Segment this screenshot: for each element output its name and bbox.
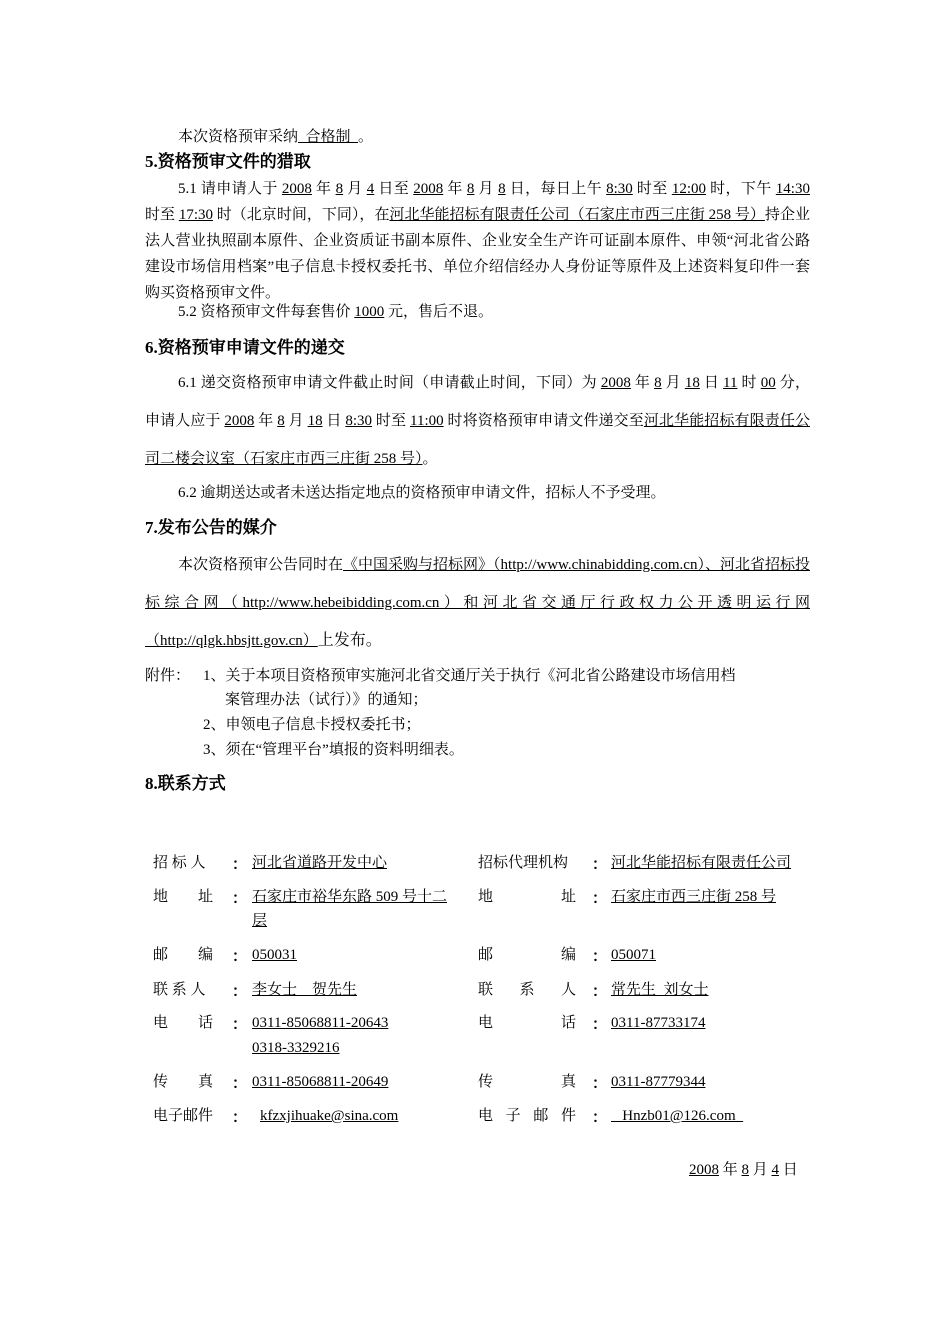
submission-location: 河北华能招标有限责任公司二楼会议室（石家庄市西三庄街 258 号） — [145, 413, 810, 467]
agency-postcode: 050071 — [611, 947, 656, 963]
tenderer-fax: 0311-85068811-20649 — [252, 1074, 389, 1090]
colon: ： — [232, 1076, 248, 1092]
agency-contacts: 常先生 刘女士 — [611, 982, 709, 998]
colon: ： — [592, 1076, 608, 1092]
tenderer-email[interactable]: kfzxjihuake@sina.com — [260, 1108, 399, 1124]
procurement-method: 合格制 — [298, 129, 359, 145]
colon: ： — [592, 857, 608, 873]
colon: ： — [592, 891, 608, 907]
colon: ： — [232, 857, 248, 873]
section-7-heading: 7.发布公告的媒介 — [145, 518, 277, 537]
tenderer-address-continuation: 层 — [252, 913, 268, 929]
tenderer-phone: 0311-85068811-20643 — [252, 1015, 389, 1031]
section-6-heading: 6.资格预审申请文件的递交 — [145, 338, 345, 357]
attachment-item: 3、须在“管理平台”填报的资料明细表。 — [203, 742, 464, 758]
section-6-1-paragraph: 6.1 递交资格预审申请文件截止时间（申请截止时间，下同）为 2008 年 8 月 18 日 11 时 00 分，申请人应于 2008 年 8 月 18 日 8:30 时至 11:00 时将资格预审申请文件递交至河北华能招标有限责任公司二楼会议室（石家庄市西三庄街 258 号）。 — [145, 375, 810, 467]
section-5-heading: 5.资格预审文件的猎取 — [145, 152, 311, 171]
tenderer-contacts: 李女士 贺先生 — [252, 982, 358, 998]
agency-fax: 0311-87779344 — [611, 1074, 706, 1090]
intro-text: 本次资格预审采纳 — [178, 129, 299, 145]
agency-address: 石家庄市西三庄街 258 号 — [611, 889, 777, 905]
agency-email[interactable]: Hnzb01@126.com — [611, 1108, 744, 1124]
attachment-item-continuation: 案管理办法（试行）》的通知； — [225, 692, 428, 708]
colon: ： — [592, 984, 608, 1000]
media-list: 《中国采购与招标网》（http://www.chinabidding.com.cn）、河北省招标投标综合网（http://www.hebeibidding.com.cn）和河北省交通厅行政权力公开透明运行网（http://qlgk.hbsjtt.gov.cn） — [145, 557, 810, 649]
contact-label-phone: 电 话 — [153, 1015, 214, 1031]
contact-label-phone: 电 话 — [478, 1015, 576, 1031]
contact-label-contact: 联 系 人 — [478, 982, 576, 998]
contact-label-fax: 传 真 — [153, 1074, 214, 1090]
section-6-2-paragraph: 6.2 逾期送达或者未送达指定地点的资格预审申请文件，招标人不予受理。 — [178, 485, 666, 501]
document-date: 2008 年 8 月 4 日 — [689, 1162, 798, 1178]
colon: ： — [232, 891, 248, 907]
contact-label-postcode: 邮 编 — [153, 947, 214, 963]
contact-label-postcode: 邮 编 — [478, 947, 576, 963]
section-5-1-paragraph: 5.1 请申请人于 2008 年 8 月 4 日至 2008 年 8 月 8 日，每日上午 8:30 时至 12:00 时，下午 14:30 时至 17:30 时（北京时间，下同），在河北华能招标有限责任公司（石家庄市西三庄街 258 号）持企业法人营业执照副本原件、企业资质证书副本原件、企业安全生产许可证副本原件、申领“河北省公路建设市场信用档案”电子信息卡授权委托书、单位介绍信经办人身份证等原件及上述资料复印件一套购买资格预审文件。 — [145, 181, 810, 301]
contact-label-tenderer: 招 标 人 — [153, 855, 206, 871]
document-price: 1000 — [354, 304, 385, 320]
colon: ： — [232, 1110, 248, 1126]
agency-phone: 0311-87733174 — [611, 1015, 706, 1031]
attachment-item: 1、关于本项目资格预审实施河北省交通厅关于执行《河北省公路建设市场信用档 — [203, 668, 736, 684]
colon: ： — [232, 984, 248, 1000]
contact-label-address: 地 址 — [478, 889, 576, 905]
contact-label-contact: 联 系 人 — [153, 982, 206, 998]
contact-label-agency: 招标代理机构 — [478, 855, 569, 871]
contact-label-email: 电 子 邮 件 — [478, 1108, 576, 1124]
contact-label-fax: 传 真 — [478, 1074, 576, 1090]
contact-label-email: 电子邮件 — [153, 1108, 214, 1124]
attachments-label: 附件： — [145, 668, 191, 684]
section-5-2-paragraph: 5.2 资格预审文件每套售价 1000 元，售后不退。 — [178, 304, 494, 320]
colon: ： — [592, 1110, 608, 1126]
tenderer-name: 河北省道路开发中心 — [252, 855, 388, 871]
intro-suffix: 。 — [358, 129, 374, 145]
agency-name: 河北华能招标有限责任公司 — [611, 855, 792, 871]
section-8-heading: 8.联系方式 — [145, 774, 226, 793]
colon: ： — [232, 949, 248, 965]
colon: ： — [592, 1017, 608, 1033]
colon: ： — [592, 949, 608, 965]
tenderer-address: 石家庄市裕华东路 509 号十二 — [252, 889, 448, 905]
sale-location: 河北华能招标有限责任公司（石家庄市西三庄街 258 号） — [389, 207, 765, 223]
section-7-paragraph: 本次资格预审公告同时在《中国采购与招标网》（http://www.chinabidding.com.cn）、河北省招标投标综合网（http://www.hebeibidding.com.cn）和河北省交通厅行政权力公开透明运行网（http://qlgk.hbsjtt.gov.cn）上发布。 — [145, 557, 810, 649]
procurement-method-line — [145, 127, 810, 147]
tenderer-postcode: 050031 — [252, 947, 297, 963]
tenderer-phone-2: 0318-3329216 — [252, 1040, 340, 1056]
colon: ： — [232, 1017, 248, 1033]
attachment-item: 2、申领电子信息卡授权委托书； — [203, 717, 421, 733]
contact-label-address: 地 址 — [153, 889, 214, 905]
